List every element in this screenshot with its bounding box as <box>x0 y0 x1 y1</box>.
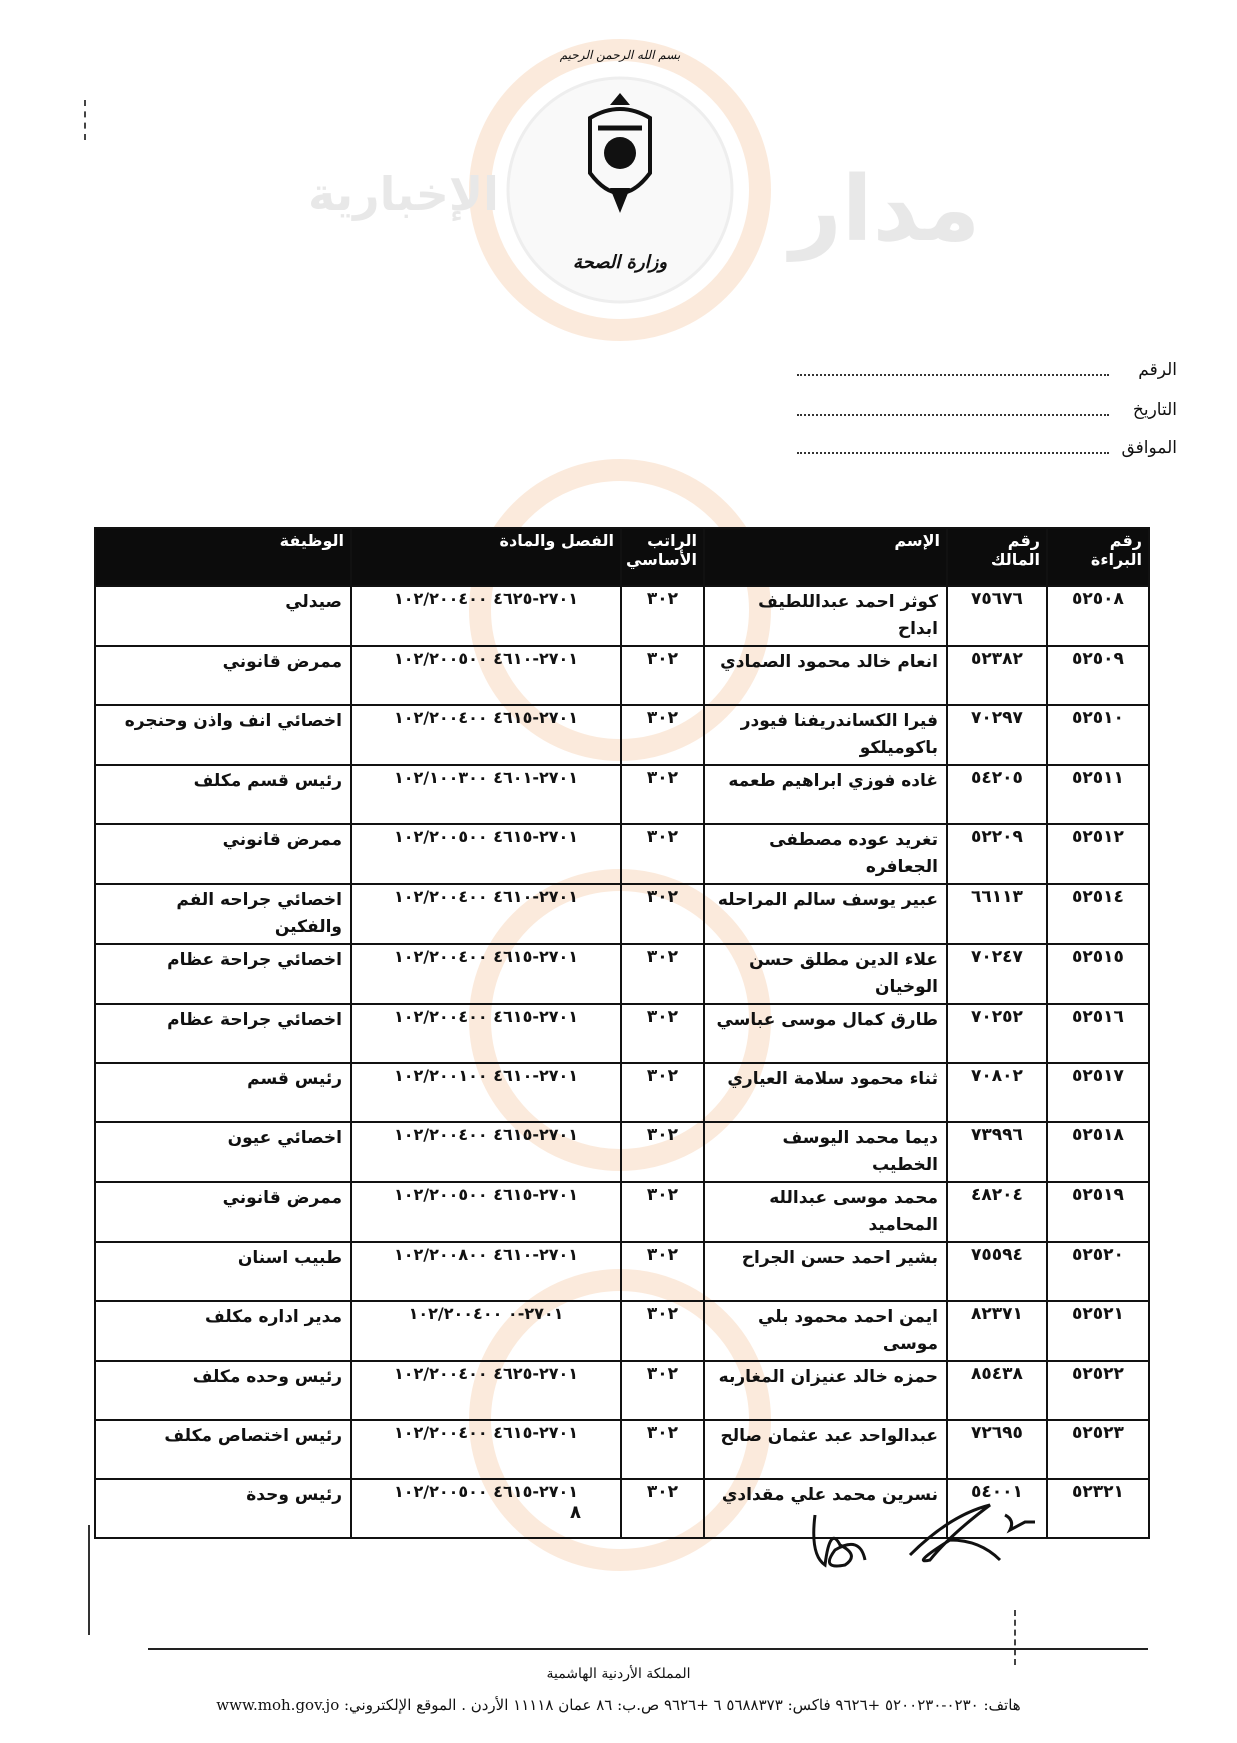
cell-chapter-article: ٢٧٠١-٤٦١٠ ١٠٢/٢٠٠٨٠٠ <box>351 1242 621 1301</box>
cell-basic-salary: ٣٠٢ <box>621 944 704 1004</box>
cell-job-title: رئيس قسم <box>95 1063 351 1122</box>
table-row <box>95 944 1149 1004</box>
cell-chapter-article: ٢٧٠١-٤٦١٠ ١٠٢/٢٠٠١٠٠ <box>351 1063 621 1122</box>
cell-job-title: اخصائي عيون <box>95 1122 351 1182</box>
cell-owner-number: ٥٤٠٠١ <box>947 1479 1047 1538</box>
cell-basic-salary: ٣٠٢ <box>621 824 704 884</box>
dotted-line <box>797 414 1109 416</box>
cell-owner-number: ٧٠٢٩٧ <box>947 705 1047 765</box>
cell-license-number: ٥٢٥٠٩ <box>1047 646 1149 705</box>
cell-owner-number: ٥٢٣٨٢ <box>947 646 1047 705</box>
cell-license-number: ٥٢٥١٨ <box>1047 1122 1149 1182</box>
table-header-row <box>95 528 1149 586</box>
page-number: ٨ <box>570 1502 581 1523</box>
dotted-line <box>797 452 1109 454</box>
cell-basic-salary: ٣٠٢ <box>621 586 704 646</box>
cell-employee-name: انعام خالد محمود الصمادي <box>704 646 947 705</box>
cell-owner-number: ٥٤٢٠٥ <box>947 765 1047 824</box>
date-field <box>797 400 1177 420</box>
cell-chapter-article: ٢٧٠١-٤٦١٥ ١٠٢/٢٠٠٤٠٠ <box>351 1004 621 1063</box>
table-row <box>95 705 1149 765</box>
cell-basic-salary: ٣٠٢ <box>621 765 704 824</box>
cell-owner-number: ٧٥٦٧٦ <box>947 586 1047 646</box>
cell-basic-salary: ٣٠٢ <box>621 1182 704 1242</box>
cell-basic-salary: ٣٠٢ <box>621 705 704 765</box>
corresponding-date-label: الموافق <box>1121 438 1177 458</box>
table-row <box>95 1063 1149 1122</box>
corresponding-date-field <box>797 438 1177 458</box>
cell-license-number: ٥٢٥١٩ <box>1047 1182 1149 1242</box>
cell-employee-name: ايمن احمد محمود بلي موسى <box>704 1301 947 1361</box>
cell-employee-name: تغريد عوده مصطفى الجعافره <box>704 824 947 884</box>
cell-license-number: ٥٢٥٢٠ <box>1047 1242 1149 1301</box>
cell-license-number: ٥٢٣٢١ <box>1047 1479 1149 1538</box>
cell-chapter-article: ٢٧٠١-٤٦١٠ ١٠٢/٢٠٠٤٠٠ <box>351 884 621 944</box>
reference-number-label: الرقم <box>1138 360 1177 380</box>
cell-chapter-article: ٢٧٠١-٤٦١٥ ١٠٢/٢٠٠٥٠٠ <box>351 824 621 884</box>
cell-basic-salary: ٣٠٢ <box>621 1301 704 1361</box>
cell-owner-number: ٧٠٢٤٧ <box>947 944 1047 1004</box>
cell-employee-name: عبير يوسف سالم المراحله <box>704 884 947 944</box>
table-row <box>95 586 1149 646</box>
header-chapter-article: الفصل والمادة <box>351 528 621 586</box>
cell-chapter-article: ٢٧٠١-٤٦١٥ ١٠٢/٢٠٠٥٠٠ <box>351 1182 621 1242</box>
table-row <box>95 1301 1149 1361</box>
cell-chapter-article: ٢٧٠١-٤٦١٠ ١٠٢/٢٠٠٥٠٠ <box>351 646 621 705</box>
cell-job-title: رئيس اختصاص مكلف <box>95 1420 351 1479</box>
header-owner-number: رقم المالك <box>947 528 1047 586</box>
cell-basic-salary: ٣٠٢ <box>621 1479 704 1538</box>
cell-basic-salary: ٣٠٢ <box>621 884 704 944</box>
cell-owner-number: ٨٥٤٣٨ <box>947 1361 1047 1420</box>
cell-job-title: اخصائي جراحة عظام <box>95 944 351 1004</box>
cell-owner-number: ٦٦١١٣ <box>947 884 1047 944</box>
cell-owner-number: ٨٢٣٧١ <box>947 1301 1047 1361</box>
cell-employee-name: عبدالواحد عبد عثمان صالح <box>704 1420 947 1479</box>
table-row <box>95 1420 1149 1479</box>
svg-text:مدار: مدار <box>790 157 981 262</box>
cell-job-title: مدير اداره مكلف <box>95 1301 351 1361</box>
cell-owner-number: ٧٣٩٩٦ <box>947 1122 1047 1182</box>
svg-text:الإخبارية: الإخبارية <box>308 167 499 221</box>
cell-basic-salary: ٣٠٢ <box>621 1063 704 1122</box>
cell-employee-name: محمد موسى عبدالله المحاميد <box>704 1182 947 1242</box>
table-row <box>95 765 1149 824</box>
cell-employee-name: غاده فوزي ابراهيم طعمه <box>704 765 947 824</box>
cell-chapter-article: ٢٧٠١-٤٦٢٥ ١٠٢/٢٠٠٤٠٠ <box>351 586 621 646</box>
table-row <box>95 1122 1149 1182</box>
date-label: التاريخ <box>1132 400 1177 420</box>
margin-line <box>88 1525 90 1635</box>
margin-mark <box>84 100 86 140</box>
table-row <box>95 1004 1149 1063</box>
cell-license-number: ٥٢٥١١ <box>1047 765 1149 824</box>
jordan-emblem-icon <box>570 88 670 218</box>
cell-employee-name: ديما محمد اليوسف الخطيب <box>704 1122 947 1182</box>
ministry-name: وزارة الصحة <box>572 252 668 273</box>
cell-job-title: رئيس وحدة <box>95 1479 351 1538</box>
cell-job-title: ممرض قانوني <box>95 1182 351 1242</box>
cell-license-number: ٥٢٥٢٢ <box>1047 1361 1149 1420</box>
cell-job-title: ممرض قانوني <box>95 824 351 884</box>
header-job-title: الوظيفة <box>95 528 351 586</box>
cell-employee-name: فيرا الكساندريفنا فيودر باكوميلكو <box>704 705 947 765</box>
cell-chapter-article: ٢٧٠١-٤٦١٥ ١٠٢/٢٠٠٤٠٠ <box>351 705 621 765</box>
cell-license-number: ٥٢٥٢٣ <box>1047 1420 1149 1479</box>
cell-basic-salary: ٣٠٢ <box>621 1004 704 1063</box>
signatures-icon <box>800 1495 1060 1575</box>
table-row <box>95 646 1149 705</box>
header-name: الإسم <box>704 528 947 586</box>
cell-job-title: طبيب اسنان <box>95 1242 351 1301</box>
cell-basic-salary: ٣٠٢ <box>621 1122 704 1182</box>
cell-license-number: ٥٢٥١٤ <box>1047 884 1149 944</box>
cell-employee-name: ثناء محمود سلامة العياري <box>704 1063 947 1122</box>
cell-employee-name: كوثر احمد عبداللطيف ابداح <box>704 586 947 646</box>
footer-kingdom: المملكة الأردنية الهاشمية <box>546 1666 691 1682</box>
cell-job-title: اخصائي جراحه الفم والفكين <box>95 884 351 944</box>
header-license-number: رقم البراءة <box>1047 528 1149 586</box>
table-row <box>95 1242 1149 1301</box>
dotted-line <box>797 374 1109 376</box>
table-row <box>95 884 1149 944</box>
cell-license-number: ٥٢٥١٧ <box>1047 1063 1149 1122</box>
cell-chapter-article: ٢٧٠١-٤٦١٥ ١٠٢/٢٠٠٤٠٠ <box>351 1420 621 1479</box>
cell-license-number: ٥٢٥٢١ <box>1047 1301 1149 1361</box>
footer-divider <box>148 1648 1148 1650</box>
cell-employee-name: علاء الدين مطلق حسن الوخيان <box>704 944 947 1004</box>
reference-number-field <box>797 360 1177 380</box>
table-row <box>95 824 1149 884</box>
cell-chapter-article: ٢٧٠١-٤٦٢٥ ١٠٢/٢٠٠٤٠٠ <box>351 1361 621 1420</box>
cell-chapter-article: ٢٧٠١-٤٦٠١ ١٠٢/١٠٠٣٠٠ <box>351 765 621 824</box>
cell-basic-salary: ٣٠٢ <box>621 1361 704 1420</box>
cell-basic-salary: ٣٠٢ <box>621 1242 704 1301</box>
table-row <box>95 1182 1149 1242</box>
header-basic-salary: الراتب الأساسي <box>621 528 704 586</box>
cell-license-number: ٥٢٥١٦ <box>1047 1004 1149 1063</box>
cell-owner-number: ٧٠٨٠٢ <box>947 1063 1047 1122</box>
table-row <box>95 1361 1149 1420</box>
cell-basic-salary: ٣٠٢ <box>621 646 704 705</box>
cell-job-title: ممرض قانوني <box>95 646 351 705</box>
cell-owner-number: ٤٨٢٠٤ <box>947 1182 1047 1242</box>
cell-owner-number: ٧٥٥٩٤ <box>947 1242 1047 1301</box>
cell-employee-name: نسرين محمد علي مقدادي <box>704 1479 947 1538</box>
cell-job-title: اخصائي انف واذن وحنجره <box>95 705 351 765</box>
cell-owner-number: ٥٢٢٠٩ <box>947 824 1047 884</box>
cell-basic-salary: ٣٠٢ <box>621 1420 704 1479</box>
cell-owner-number: ٧٠٢٥٢ <box>947 1004 1047 1063</box>
cell-employee-name: حمزه خالد عنيزان المغاربه <box>704 1361 947 1420</box>
cell-chapter-article: ٢٧٠١-٤٦١٥ ١٠٢/٢٠٠٤٠٠ <box>351 1122 621 1182</box>
basmala: بسم الله الرحمن الرحيم <box>559 48 681 62</box>
cell-job-title: رئيس قسم مكلف <box>95 765 351 824</box>
employees-table <box>94 527 1150 1539</box>
cell-employee-name: طارق كمال موسى عباسي <box>704 1004 947 1063</box>
cell-license-number: ٥٢٥١٢ <box>1047 824 1149 884</box>
cell-employee-name: بشير احمد حسن الجراح <box>704 1242 947 1301</box>
cell-job-title: رئيس وحده مكلف <box>95 1361 351 1420</box>
cell-chapter-article: ٢٧٠١-٠ ١٠٢/٢٠٠٤٠٠ <box>351 1301 621 1361</box>
cell-job-title: صيدلي <box>95 586 351 646</box>
margin-mark <box>1014 1610 1016 1665</box>
cell-chapter-article: ٢٧٠١-٤٦١٥ ١٠٢/٢٠٠٥٠٠ <box>351 1479 621 1538</box>
footer-contact: هاتف: ٠٢٣٠-٥٢٠٠٢٣٠ +٩٦٢٦ فاكس: ٥٦٨٨٣٧٣ ٦ +٩٦٢٦ ص.ب: ٨٦ عمان ١١١١٨ الأردن . الموقع الإلكتروني: www.moh.gov.jo <box>216 1696 1021 1714</box>
cell-license-number: ٥٢٥٠٨ <box>1047 586 1149 646</box>
cell-owner-number: ٧٢٦٩٥ <box>947 1420 1047 1479</box>
cell-license-number: ٥٢٥١٠ <box>1047 705 1149 765</box>
cell-chapter-article: ٢٧٠١-٤٦١٥ ١٠٢/٢٠٠٤٠٠ <box>351 944 621 1004</box>
cell-license-number: ٥٢٥١٥ <box>1047 944 1149 1004</box>
cell-job-title: اخصائي جراحة عظام <box>95 1004 351 1063</box>
